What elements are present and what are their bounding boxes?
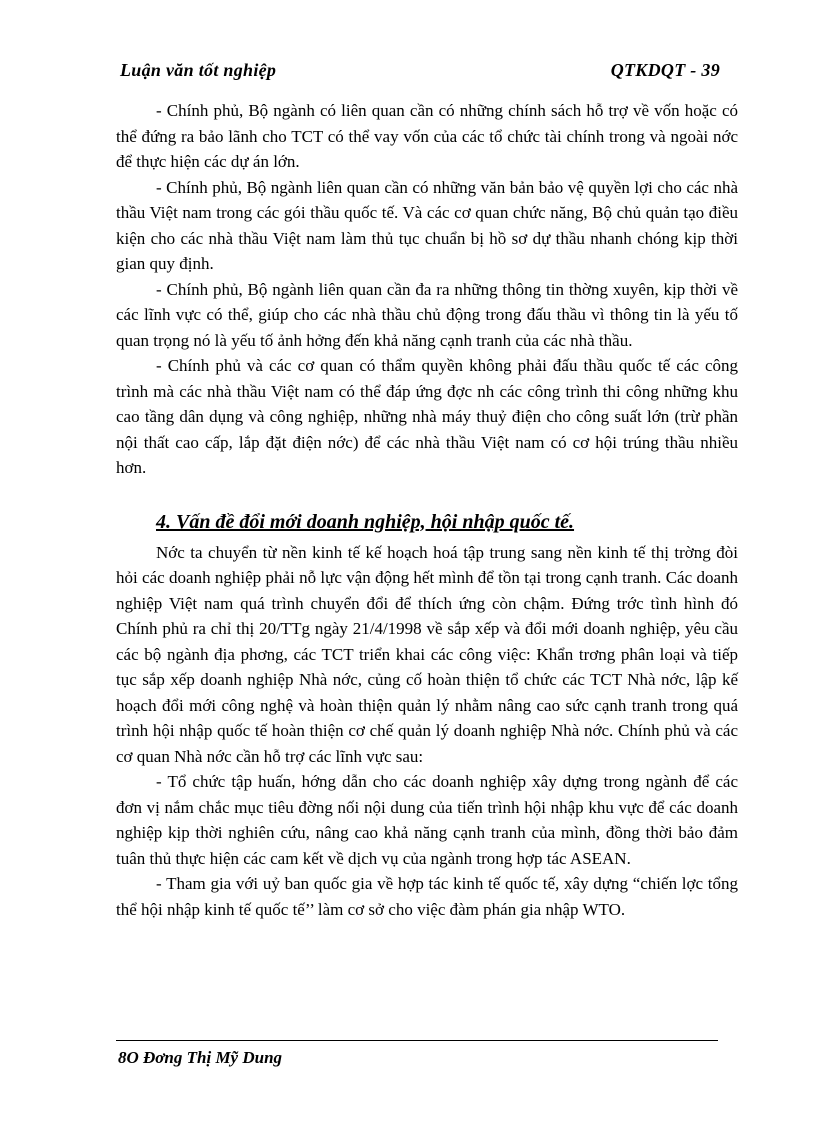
section-heading: 4. Vấn đề đổi mới doanh nghiệp, hội nhập quốc tế. [156,510,575,533]
header-thesis-title: Luận văn tốt nghiệp [120,60,277,80]
paragraph: - Tổ chức tập huấn, hớng dẫn cho các doanh nghiệp xây dựng trong ngành để các đơn vị nắm chắc mục tiêu đờng nối nội dung của tiến trình hội nhập khu vực để các doanh nghiệp kịp thời nghiên cứu, nâng cao khả năng cạnh tranh của mình, đồng thời bảo đảm tuân thủ thực hiện các cam kết về dịch vụ của ngành trong hợp tác ASEAN. [116,772,738,868]
paragraph: - Chính phủ, Bộ ngành liên quan cần đa ra những thông tin thờng xuyên, kịp thời về các lĩnh vực có thể, giúp cho các nhà thầu chủ động trong đấu thầu vì thông tin là yếu tố quan trọng nó là yếu tố ảnh hởng đến khả năng cạnh tranh của các nhà thầu. [116,279,738,350]
paragraph: - Chính phủ, Bộ ngành liên quan cần có những văn bản bảo vệ quyền lợi cho các nhà thầu Việt nam trong các gói thầu quốc tế. Và các cơ quan chức năng, Bộ chủ quản tạo điều kiện cho các nhà thầu Việt nam làm thủ tục chuẩn bị hồ sơ dự thầu nhanh chóng kịp thời gian quy định. [116,177,738,273]
paragraph: - Tham gia với uỷ ban quốc gia về hợp tác kinh tế quốc tế, xây dựng “chiến lợc tổng thể hội nhập kinh tế quốc tế’’ làm cơ sở cho việc đàm phán gia nhập WTO. [116,874,738,919]
page-header [120,60,720,88]
document-body [116,98,738,922]
paragraph: - Chính phủ, Bộ ngành có liên quan cần có những chính sách hỗ trợ về vốn hoặc có thể đứng ra bảo lãnh cho TCT có thể vay vốn của các tổ chức tài chính trong và ngoài nớc để thực hiện các dự án lớn. [116,101,738,171]
paragraph: - Chính phủ và các cơ quan có thẩm quyền không phải đấu thầu quốc tế các công trình mà các nhà thầu Việt nam có thể đáp ứng đợc nh các công trình thi công những khu cao tầng dân dụng và công nghiệp, những nhà máy thuỷ điện cho công suất lớn (trừ phần nội thất cao cấp, lắp đặt điện nớc) để các nhà thầu Việt nam có cơ hội trúng thầu nhiều hơn. [116,356,738,477]
footer-author: 8O Đơng Thị Mỹ Dung [118,1048,283,1067]
paragraph: Nớc ta chuyển từ nền kinh tế kế hoạch hoá tập trung sang nền kinh tế thị trờng đòi hỏi các doanh nghiệp phải nỗ lực vận động hết mình để tồn tại trong cạnh tranh. Các doanh nghiệp Việt nam quá trình chuyển đổi để thích ứng còn chậm. Đứng trớc tình hình đó Chính phủ ra chỉ thị 20/TTg ngày 21/4/1998 về sắp xếp và đổi mới doanh nghiệp, yêu cầu các bộ ngành địa phơng, các TCT triển khai các công việc: Khẩn trơng phân loại và tiếp tục sắp xếp doanh nghiệp Nhà nớc, củng cố hoàn thiện tổ chức các TCT Nhà nớc, lập kế hoạch đổi mới công nghệ và hoàn thiện quản lý nhằm nâng cao sức cạnh tranh trong quá trình hội nhập quốc tế hoàn thiện cơ chế quản lý doanh nghiệp Nhà nớc. Chính phủ và các cơ quan Nhà nớc cần hỗ trợ các lĩnh vực sau: [116,542,738,766]
header-page-code: QTKDQT - 39 [610,60,720,80]
footer-divider [116,1040,718,1041]
